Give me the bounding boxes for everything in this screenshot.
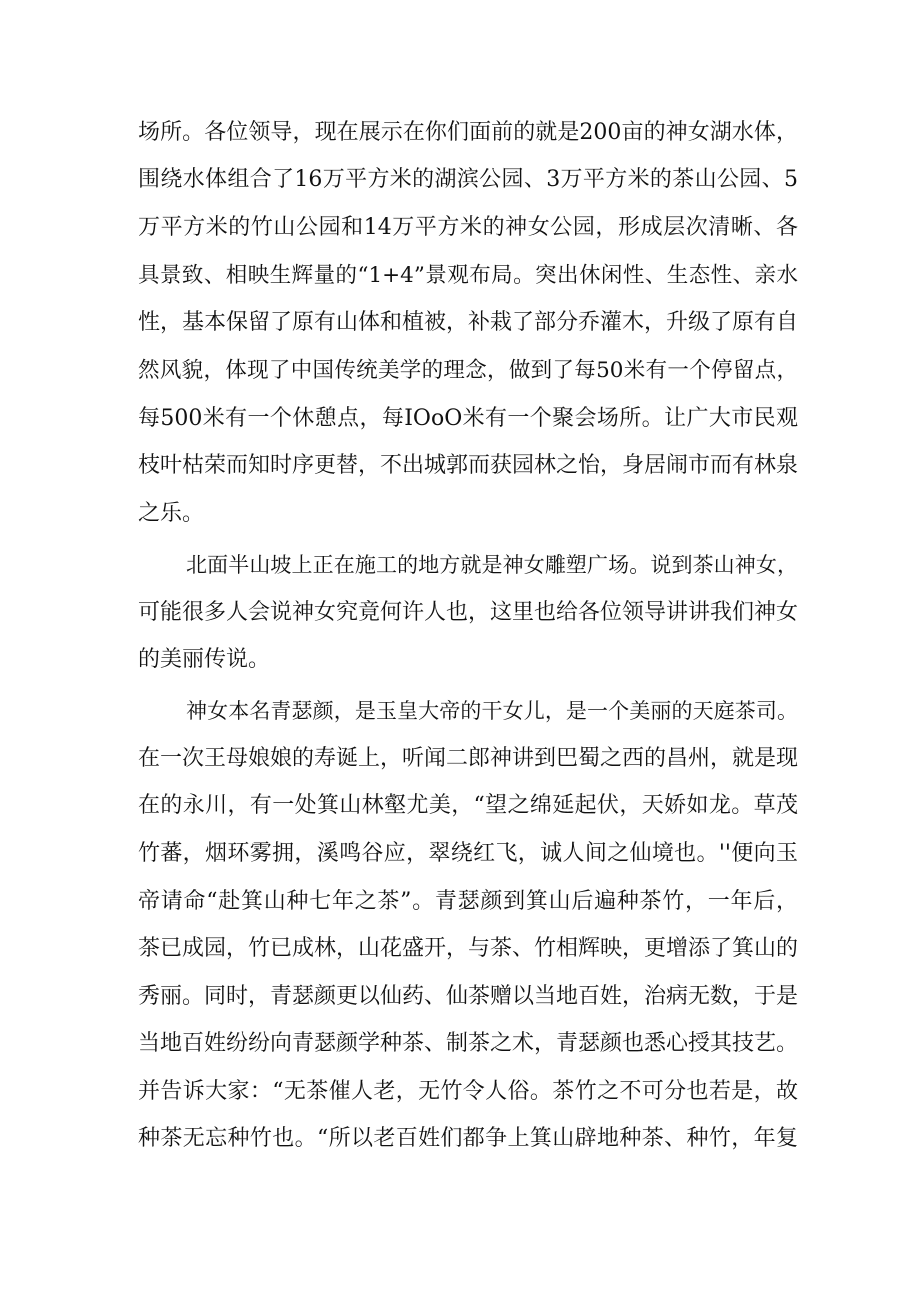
paragraph-3-line-1: 神女本名青瑟颜，是玉皇大帝的干女儿，是一个美丽的天庭茶司。 xyxy=(186,699,798,723)
paragraph-1-line-1: 场所。各位领导，现在展示在你们面前的就是200亩的神女湖水体， xyxy=(138,120,798,145)
paragraph-1-line-9: 之乐。 xyxy=(138,501,205,526)
paragraph-3-line-3: 在的永川，有一处箕山林壑尤美，“望之绵延起伏，天娇如龙。草茂 xyxy=(138,793,798,818)
paragraph-2-line-2: 可能很多人会说神女究竟何许人也，这里也给各位领导讲讲我们神女 xyxy=(138,600,799,625)
paragraph-2-line-1: 北面半山坡上正在施工的地方就是神女雕塑广场。说到茶山神女， xyxy=(186,553,798,577)
paragraph-3-line-4: 竹蕃，烟环雾拥，溪鸣谷应，翠绕红飞，诚人间之仙境也。''便向玉 xyxy=(138,841,798,866)
paragraph-2-line-3: 的美丽传说。 xyxy=(138,647,271,672)
paragraph-1-line-4: 具景致、相映生辉量的“1+4”景观布局。突出休闲性、生态性、亲水 xyxy=(138,263,798,288)
paragraph-3-line-8: 当地百姓纷纷向青瑟颜学种茶、制茶之术，青瑟颜也悉心授其技艺。 xyxy=(138,1031,799,1056)
paragraph-3-line-2: 在一次王母娘娘的寿诞上，听闻二郎神讲到巴蜀之西的昌州，就是现 xyxy=(138,746,799,771)
paragraph-1-line-7: 每500米有一个休憩点，每IOoO米有一个聚会场所。让广大市民观 xyxy=(138,406,798,431)
paragraph-3-line-6: 茶已成园，竹已成林，山花盛开，与茶、竹相辉映，更增添了箕山的 xyxy=(138,936,799,961)
paragraph-1-line-8: 枝叶枯荣而知时序更替，不出城郭而获园林之怡，身居闹市而有林泉 xyxy=(138,453,799,478)
paragraph-1-line-5: 性，基本保留了原有山体和植被，补栽了部分乔灌木，升级了原有自 xyxy=(138,310,799,335)
paragraph-1-line-6: 然风貌，体现了中国传统美学的理念，做到了每50米有一个停留点， xyxy=(138,358,798,383)
paragraph-1-line-3: 万平方米的竹山公园和14万平方米的神女公园，形成层次清晰、各 xyxy=(138,215,798,240)
paragraph-3-line-9: 并告诉大家：“无茶催人老，无竹令人俗。茶竹之不可分也若是，故 xyxy=(138,1079,798,1104)
paragraph-3-line-5: 帝请命“赴箕山种七年之茶”。青瑟颜到箕山后遍种茶竹，一年后， xyxy=(138,889,798,914)
paragraph-3-line-7: 秀丽。同时，青瑟颜更以仙药、仙茶赠以当地百姓，治病无数，于是 xyxy=(138,984,799,1009)
paragraph-3-line-10: 种茶无忘种竹也。“所以老百姓们都争上箕山辟地种茶、种竹，年复 xyxy=(138,1126,798,1151)
paragraph-1-line-2: 围绕水体组合了16万平方米的湖滨公园、3万平方米的茶山公园、5 xyxy=(138,167,798,192)
